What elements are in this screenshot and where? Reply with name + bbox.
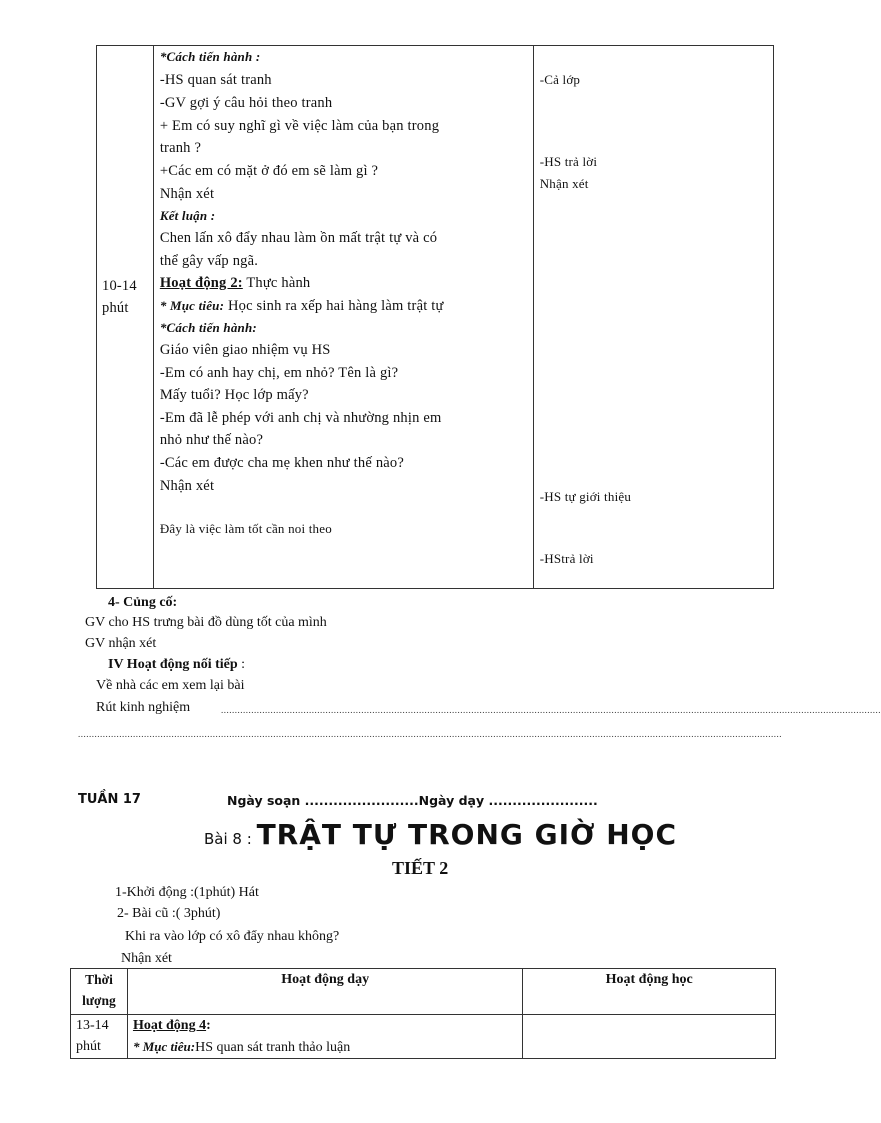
dates-line: Ngày soạn ........................Ngày dạy ....................... xyxy=(227,793,598,808)
followup-heading: IV Hoạt động nối tiếp xyxy=(108,657,238,672)
activity-4-heading: Hoạt động 4 xyxy=(132,1018,207,1033)
teacher-line: Giáo viên giao nhiệm vụ HS xyxy=(159,342,331,358)
teacher-line: -Em có anh hay chị, em nhỏ? Tên là gì? xyxy=(159,365,399,381)
followup-heading-line xyxy=(108,657,245,673)
teacher-line: Chen lấn xô đẩy nhau làm ồn mất trật tự và có xyxy=(159,230,438,246)
student-line: -Cả lớp xyxy=(539,72,581,87)
goal-text: Học sinh ra xếp hai hàng làm trật tự xyxy=(224,298,444,314)
student-line: -HS tự giới thiệu xyxy=(539,489,632,504)
activity-2-heading: Hoạt động 2: xyxy=(159,275,243,291)
duration-unit: phút xyxy=(76,1039,101,1054)
duration-value: 10-14 xyxy=(102,278,137,294)
activity-table-top xyxy=(96,45,774,589)
warmup-line: 1-Khởi động :(1phút) Hát xyxy=(115,885,259,900)
followup-colon: : xyxy=(237,657,246,672)
review-line: GV cho HS trưng bài đồ dùng tốt của mình xyxy=(85,615,327,630)
student-cell xyxy=(523,1015,776,1059)
teacher-line: +Các em có mặt ở đó em sẽ làm gì ? xyxy=(159,163,379,179)
student-line: -HS trả lời xyxy=(539,154,598,169)
teacher-activity-column xyxy=(153,46,533,589)
procedure-heading: *Cách tiến hành: xyxy=(159,320,257,335)
teacher-line: -HS quan sát tranh xyxy=(159,72,272,88)
teacher-header: Hoạt động dạy xyxy=(127,969,522,1015)
week-label: TUẦN 17 xyxy=(78,792,141,807)
old-lesson-question: Khi ra vào lớp có xô đẩy nhau không? xyxy=(125,929,340,944)
teacher-line: Nhận xét xyxy=(159,186,215,202)
teacher-line: tranh ? xyxy=(159,140,202,156)
activity-2-line xyxy=(160,275,311,292)
teacher-line: Nhận xét xyxy=(159,478,215,494)
old-lesson-line: 2- Bài cũ :( 3phút) xyxy=(117,906,221,921)
procedure-heading: *Cách tiến hành : xyxy=(159,49,261,64)
review-line: GV nhận xét xyxy=(85,636,157,651)
duration-cell xyxy=(71,1015,128,1059)
student-activity-column xyxy=(533,46,773,589)
duration-unit: phút xyxy=(102,300,129,316)
teacher-cell xyxy=(127,1015,522,1059)
conclusion-heading: Kết luận : xyxy=(159,208,216,223)
duration-column xyxy=(97,46,154,589)
teacher-line: thể gây vấp ngã. xyxy=(159,253,259,269)
duration-value: 13-14 xyxy=(76,1018,109,1033)
activity-4-colon: : xyxy=(206,1018,211,1033)
period-title: TIẾT 2 xyxy=(392,858,449,878)
student-line: -HStrả lời xyxy=(539,551,594,566)
dotted-line: ................................................................................................................................................................................................................................................................ xyxy=(78,729,782,739)
old-lesson-remark: Nhận xét xyxy=(121,951,172,966)
student-header: Hoạt động học xyxy=(523,969,776,1015)
activity-2-name: Thực hành xyxy=(242,275,311,291)
teacher-line: -Các em được cha mẹ khen như thế nào? xyxy=(159,455,404,471)
review-heading: 4- Củng cố: xyxy=(108,595,178,610)
experience-label: Rút kinh nghiệm xyxy=(96,700,191,715)
duration-header-line1: Thời xyxy=(85,972,113,987)
goal-label: * Mục tiêu: xyxy=(132,1039,196,1054)
lesson-prefix: Bài 8 : xyxy=(204,830,257,848)
duration-header-line2: lượng xyxy=(82,993,116,1008)
review-line: Về nhà các em xem lại bài xyxy=(96,678,245,693)
teacher-line: -GV gợi ý câu hỏi theo tranh xyxy=(159,95,333,111)
dotted-line: ................................................................................................................................................................................................................................................ xyxy=(221,705,881,715)
goal-label: * Mục tiêu: xyxy=(159,298,225,313)
goal-text: HS quan sát tranh thảo luận xyxy=(195,1040,351,1055)
teacher-line: Mấy tuổi? Học lớp mấy? xyxy=(159,387,309,403)
teacher-line: nhỏ như thế nào? xyxy=(159,432,264,448)
teacher-line: + Em có suy nghĩ gì về việc làm của bạn trong xyxy=(159,118,440,134)
lesson-title: TRẬT TỰ TRONG GIỜ HỌC xyxy=(256,818,677,851)
student-line: Nhận xét xyxy=(539,176,589,191)
teacher-line: -Em đã lễ phép với anh chị và nhường nhịn em xyxy=(159,410,442,426)
lesson-title-line xyxy=(204,818,677,851)
teacher-line: Đây là việc làm tốt cần noi theo xyxy=(159,521,332,536)
duration-header xyxy=(71,969,128,1015)
activity-table-bottom xyxy=(70,968,776,1059)
goal-line xyxy=(160,298,444,315)
